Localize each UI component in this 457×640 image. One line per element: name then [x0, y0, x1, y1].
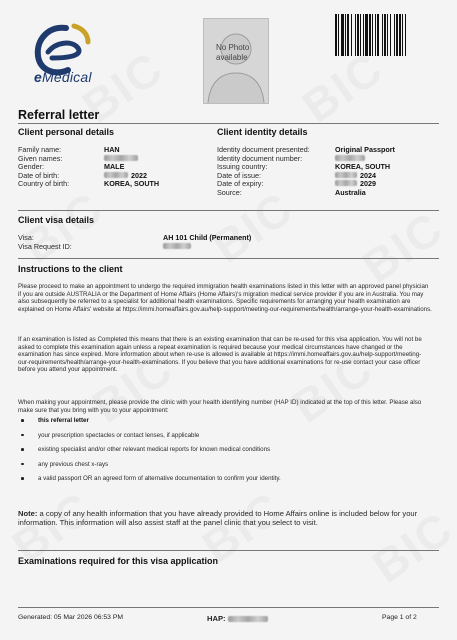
- bring-list: [18, 417, 432, 490]
- redacted-value: [104, 155, 138, 161]
- detail-row: Date of expiry: 2029: [217, 179, 376, 188]
- visa-details: [18, 234, 438, 251]
- photo-placeholder: [203, 18, 269, 104]
- redacted-value: [335, 155, 365, 161]
- redacted-value: [228, 616, 268, 622]
- list-item: existing specialist and/or other relevant medical reports for known medical conditions: [18, 446, 432, 461]
- divider: [18, 210, 439, 211]
- instructions-paragraph: When making your appointment, please provide the clinic with your health identifying number (HAP ID) indicated at the top of this letter. Please also make sure that you bring with you to your appointment:: [18, 399, 422, 414]
- list-item: a valid passport OR an agreed form of alternative documentation to confirm your identity.: [18, 475, 432, 490]
- instructions-paragraph: If an examination is listed as Completed this means that there is an existing examination that can be re-used for this visa application. You will not be asked to complete this examination again unless a repeat examination is required because your medical circumstances have changed or the examination has since expired. More information about when re-use is allowed is available at https://immi.homeaffairs.gov.au/help-support/meeting-our-requirements/health/arrange-your-health-examinations. If you believe that you have additional examinations for re-use contact your case officer before you attend your appointment.: [18, 336, 422, 374]
- personal-heading: Client personal details: [18, 127, 115, 137]
- generated-timestamp: Generated: 05 Mar 2026 06:53 PM: [18, 614, 124, 621]
- detail-row: Date of birth: 2022: [18, 170, 147, 180]
- divider: [18, 258, 439, 259]
- personal-details: [18, 146, 208, 189]
- redacted-value: [335, 180, 357, 186]
- detail-row: Issuing country: KOREA, SOUTH: [217, 162, 391, 171]
- detail-row: Identity document presented: Original Passport: [217, 145, 395, 154]
- detail-row: Given names:: [18, 155, 208, 164]
- redacted-value: [163, 243, 191, 249]
- list-item: this referral letter: [18, 417, 432, 432]
- detail-row: Identity document number:: [217, 155, 439, 164]
- instructions-paragraph: Please proceed to make an appointment to undergo the required immigration health examinations listed in this letter with an approved panel physician if you are outside AUSTRALIA or the Department of Home Affairs (Home Affairs)'s migration medical service provider if you are in Australia. You may also subsequently be referred to a specialist for additional health examinations. Specific requirements for arranging your health examination are explained on Home Affairs' website at https://immi.homeaffairs.gov.au/help-support/meeting-our-requirements/health/arrange-your-health-examinations.: [18, 283, 432, 313]
- barcode-bar: [406, 14, 407, 56]
- divider: [18, 123, 439, 124]
- watermark: [12, 180, 113, 273]
- redacted-value: [104, 172, 128, 178]
- barcode: [335, 14, 439, 56]
- hap-id: HAP:: [207, 614, 268, 623]
- identity-details: [217, 146, 439, 197]
- detail-row: Source: Australia: [217, 187, 366, 197]
- note-paragraph: Note: a copy of any health information that you have already provided to Home Affairs online is included below for your information. This information will also assist staff at the panel clinic that you select to visit.: [18, 509, 418, 528]
- detail-row: Date of issue: 2024: [217, 170, 376, 180]
- page-number: Page 1 of 2: [382, 614, 417, 621]
- list-item: any previous chest x-rays: [18, 461, 432, 476]
- instructions-heading: Instructions to the client: [18, 264, 123, 274]
- page-title: Referral letter: [18, 108, 100, 122]
- list-item: your prescription spectacles or contact lenses, if applicable: [18, 432, 432, 447]
- divider: [18, 607, 439, 608]
- exams-heading: Examinations required for this visa application: [18, 556, 219, 566]
- detail-row: Visa: AH 101 Child (Permanent): [18, 233, 252, 242]
- redacted-value: [335, 172, 357, 178]
- visa-heading: Client visa details: [18, 215, 95, 225]
- detail-row: Country of birth: KOREA, SOUTH: [18, 179, 160, 188]
- divider: [18, 550, 439, 551]
- detail-row: Gender: MALE: [18, 162, 125, 171]
- no-photo-text: No Photo available: [216, 43, 250, 62]
- logo-text: eMedical: [34, 69, 92, 85]
- identity-heading: Client identity details: [217, 127, 308, 137]
- detail-row: Family name: HAN: [18, 145, 120, 154]
- detail-row: Visa Request ID:: [18, 243, 438, 252]
